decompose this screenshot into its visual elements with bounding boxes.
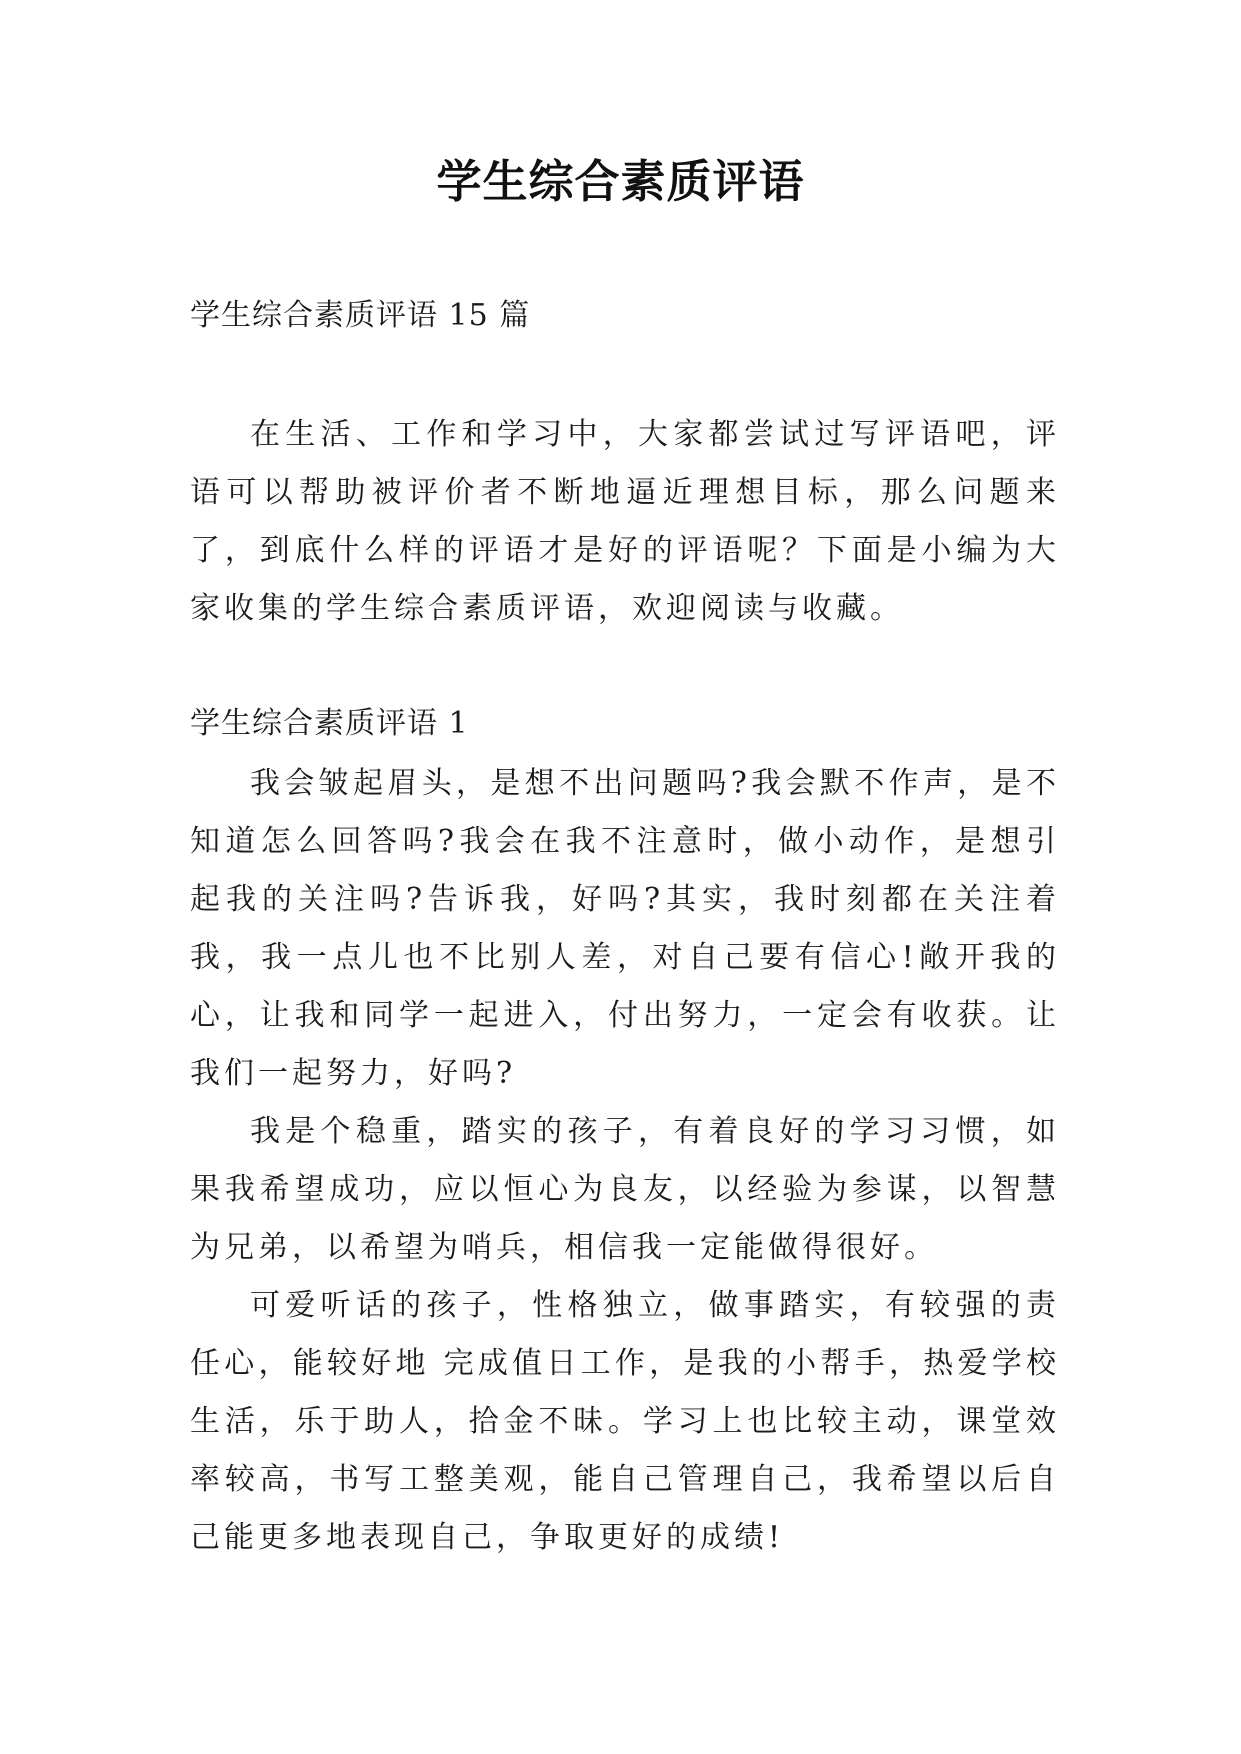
section-heading: 学生综合素质评语 1 [190, 706, 469, 741]
body-paragraph-1: 我会皱起眉头，是想不出问题吗?我会默不作声，是不知道怎么回答吗?我会在我不注意时，做小动作，是想引起我的关注吗?告诉我，好吗?其实，我时刻都在关注着我，我一点儿也不比别人差，对自己要有信心!敞开我的心，让我和同学一起进入，付出努力，一定会有收获。让我们一起努力，好吗? [190, 766, 1060, 1091]
document-subtitle: 学生综合素质评语 15 篇 [190, 298, 531, 333]
document-title: 学生综合素质评语 [436, 155, 805, 208]
body-paragraph-2: 我是个稳重，踏实的孩子，有着良好的学习习惯，如果我希望成功，应以恒心为良友，以经验为参谋，以智慧为兄弟，以希望为哨兵，相信我一定能做得很好。 [190, 1114, 1060, 1265]
body-paragraph-3: 可爱听话的孩子，性格独立，做事踏实，有较强的责任心，能较好地 完成值日工作，是我的小帮手，热爱学校生活，乐于助人，拾金不昧。学习上也比较主动，课堂效率较高，书写工整美观，能自己管理自己，我希望以后自己能更多地表现自己，争取更好的成绩! [190, 1288, 1060, 1555]
section-body [190, 755, 1060, 1567]
intro-paragraph: 在生活、工作和学习中，大家都尝试过写评语吧，评语可以帮助被评价者不断地逼近理想目标，那么问题来了，到底什么样的评语才是好的评语呢？下面是小编为大家收集的学生综合素质评语，欢迎阅读与收藏。 [190, 417, 1060, 626]
